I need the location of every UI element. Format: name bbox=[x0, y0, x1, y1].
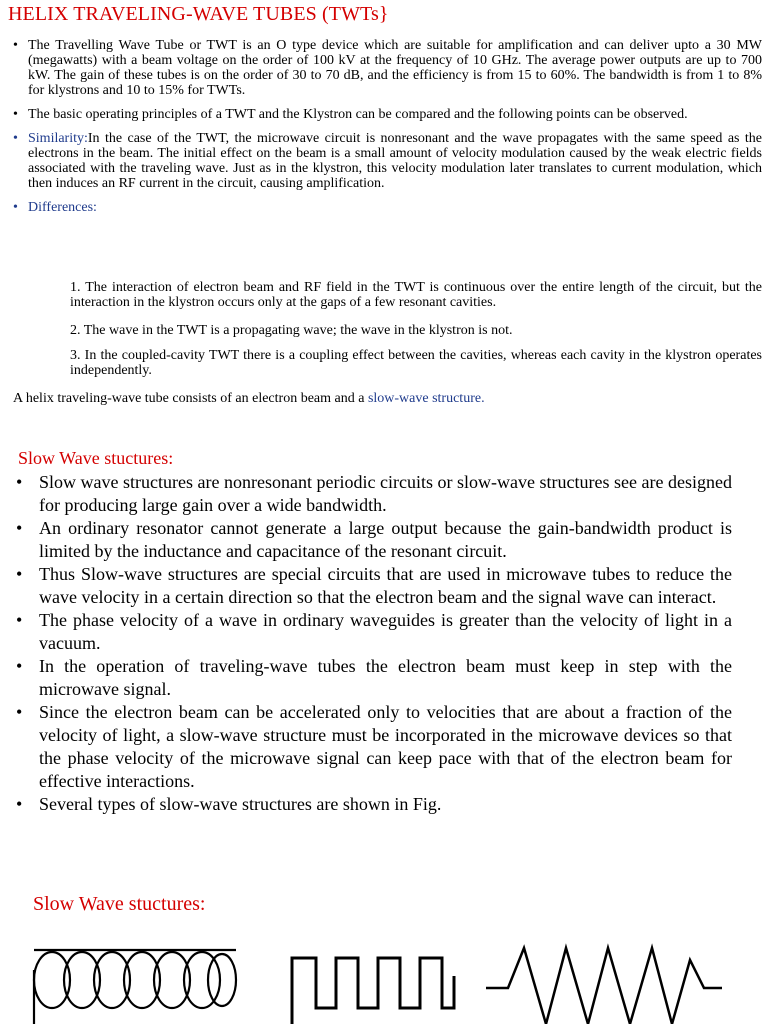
slow-wave-bullet-5: • In the operation of traveling-wave tubes the electron beam must keep in step with the microwave signal. bbox=[16, 656, 732, 699]
page-title: HELIX TRAVELING-WAVE TUBES (TWTs} bbox=[8, 3, 389, 25]
slow-wave-bullet-3: • Thus Slow-wave structures are special circuits that are used in microwave tubes to reduce the wave velocity in a certain direction so that the electron beam and the signal wave can interact. bbox=[16, 564, 732, 607]
zigzag-line bbox=[486, 948, 722, 1024]
bullet-icon: • bbox=[13, 131, 18, 146]
bullet-icon: • bbox=[16, 472, 23, 492]
square-wave-figure bbox=[292, 958, 454, 1024]
bullet-icon: • bbox=[13, 200, 18, 215]
difference-item-1: 1. The interaction of electron beam and RF field in the TWT is continuous over the entire length of the circuit, but the interaction in the klystron occurs only at the gaps of a few resonant cavities. bbox=[70, 280, 762, 310]
intro-bullet-1: • The Travelling Wave Tube or TWT is an O type device which are suitable for amplification and can deliver upto a 30 MW (megawatts) with a beam voltage on the order of 100 kV at the frequency of 10 GHz. The average power outputs are up to 700 kW. The gain of these tubes is on the order of 30 to 70 dB, and the efficiency is from 15 to 60%. The bandwidth is from 1 to 8% for klystrons and 10 to 15% for TWTs. bbox=[13, 38, 762, 98]
intro-section bbox=[10, 38, 762, 224]
square-wave-line bbox=[292, 958, 454, 1024]
slow-wave-bullet-7: • Several types of slow-wave structures are shown in Fig. bbox=[16, 794, 442, 814]
bullet-icon: • bbox=[16, 656, 23, 676]
bullet-icon: • bbox=[16, 794, 23, 814]
intro-bullet-differences bbox=[10, 200, 762, 215]
slow-wave-bullet-1: • Slow wave structures are nonresonant periodic circuits or slow-wave structures see are designed for producing large gain over a wide bandwidth. bbox=[16, 472, 732, 515]
bullet-icon: • bbox=[16, 518, 23, 538]
zigzag-figure bbox=[486, 948, 722, 1024]
differences-label: Differences: bbox=[28, 200, 97, 215]
difference-item-3: 3. In the coupled-cavity TWT there is a coupling effect between the cavities, whereas each cavity in the klystron operates independently. bbox=[70, 348, 762, 378]
slow-wave-heading: Slow Wave stuctures: bbox=[18, 448, 174, 468]
intro-list bbox=[10, 38, 762, 215]
helix-loop bbox=[208, 954, 236, 1006]
slow-wave-link[interactable]: slow-wave structure. bbox=[367, 391, 485, 406]
bullet-icon: • bbox=[16, 564, 23, 584]
bullet-icon: • bbox=[16, 702, 23, 722]
helix-coil-figure bbox=[34, 950, 236, 1024]
difference-item-2: 2. The wave in the TWT is a propagating wave; the wave in the klystron is not. bbox=[70, 323, 513, 338]
intro-bullet-2: • The basic operating principles of a TWT and the Klystron can be compared and the following points can be observed. bbox=[13, 107, 688, 122]
slow-wave-bullet-6: • Since the electron beam can be accelerated only to velocities that are about a fraction of the velocity of light, a slow-wave structure must be incorporated in the microwave devices so that the phase velocity of the microwave signal can keep pace with that of the electron beam for effective interactions. bbox=[16, 702, 732, 791]
slow-wave-bullet-2: • An ordinary resonator cannot generate a large output because the gain-bandwidth product is limited by the inductance and capacitance of the resonant circuit. bbox=[16, 518, 732, 561]
bullet-icon: • bbox=[16, 610, 23, 630]
intro-bullet-similarity: • Similarity:In the case of the TWT, the microwave circuit is nonresonant and the wave propagates with the same speed as the electrons in the beam. The initial effect on the beam is a small amount of velocity modulation caused by the weak electric fields associated with the traveling wave. Just as in the klystron, this velocity modulation later translates to current modulation, which then induces an RF current in the circuit, causing amplification. bbox=[13, 131, 762, 191]
helix-sentence: A helix traveling-wave tube consists of an electron beam and a slow-wave structure. bbox=[13, 391, 485, 406]
slow-wave-list bbox=[14, 471, 732, 816]
slow-wave-figures bbox=[0, 930, 768, 1024]
slow-wave-section bbox=[14, 471, 732, 816]
bullet-icon: • bbox=[13, 38, 18, 53]
figure-heading: Slow Wave stuctures: bbox=[33, 893, 206, 915]
bullet-icon: • bbox=[13, 107, 18, 122]
similarity-label: Similarity: bbox=[28, 131, 88, 146]
slow-wave-bullet-4: • The phase velocity of a wave in ordinary waveguides is greater than the velocity of light in a vacuum. bbox=[16, 610, 732, 653]
